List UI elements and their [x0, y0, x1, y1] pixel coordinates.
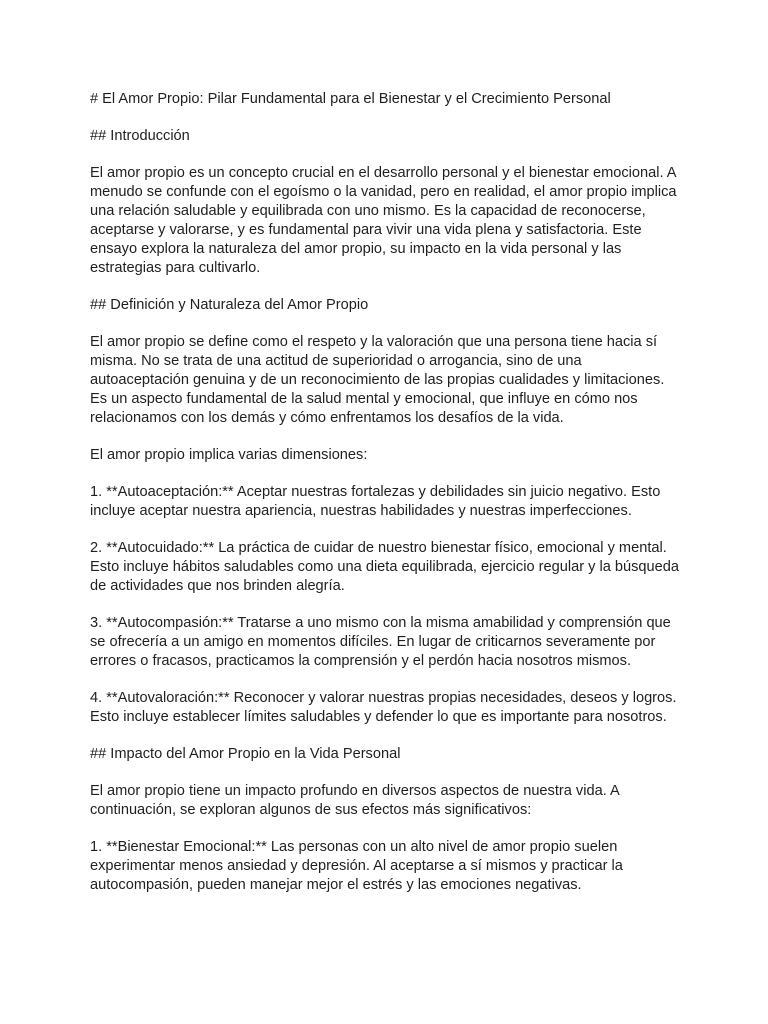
- definition-paragraph: El amor propio se define como el respeto y la valoración que una persona tiene hacia sí misma. No se trata de una actitud de superioridad o arrogancia, sino de una autoaceptación genuina y de un reconocimiento de las propias cualidades y limitaciones. Es un aspecto fundamental de la salud mental y emocional, que influye en cómo nos relacionamos con los demás y cómo enfrentamos los desafíos de la vida.: [90, 334, 665, 426]
- section-heading-definicion: ## Definición y Naturaleza del Amor Propio: [90, 297, 369, 313]
- intro-paragraph: El amor propio es un concepto crucial en el desarrollo personal y el bienestar emocional. A menudo se confunde con el egoísmo o la vanidad, pero en realidad, el amor propio implica una relación saludable y equilibrada con uno mismo. Es la capacidad de reconocerse, aceptarse y valorarse, y es fundamental para vivir una vida plena y satisfactoria. Este ensayo explora la naturaleza del amor propio, su impacto en la vida personal y las estrategias para cultivarlo.: [90, 165, 677, 276]
- document-page: [90, 90, 682, 913]
- section-heading-impacto: ## Impacto del Amor Propio en la Vida Personal: [90, 746, 401, 762]
- list-item-autocuidado: 2. **Autocuidado:** La práctica de cuidar de nuestro bienestar físico, emocional y mental. Esto incluye hábitos saludables como una dieta equilibrada, ejercicio regular y la búsqueda de actividades que nos brinden alegría.: [90, 540, 679, 594]
- document-title: # El Amor Propio: Pilar Fundamental para el Bienestar y el Crecimiento Personal: [90, 91, 611, 107]
- section-heading-introduccion: ## Introducción: [90, 128, 190, 144]
- dimensions-intro: El amor propio implica varias dimensiones:: [90, 447, 368, 463]
- list-item-bienestar-emocional: 1. **Bienestar Emocional:** Las personas con un alto nivel de amor propio suelen experimentar menos ansiedad y depresión. Al aceptarse a sí mismos y practicar la autocompasión, pueden manejar mejor el estrés y las emociones negativas.: [90, 839, 623, 893]
- list-item-autovaloracion: 4. **Autovaloración:** Reconocer y valorar nuestras propias necesidades, deseos y logros. Esto incluye establecer límites saludables y defender lo que es importante para nosotros.: [90, 690, 677, 725]
- list-item-autocompasion: 3. **Autocompasión:** Tratarse a uno mismo con la misma amabilidad y comprensión que se ofrecería a un amigo en momentos difíciles. En lugar de criticarnos severamente por errores o fracasos, practicamos la comprensión y el perdón hacia nosotros mismos.: [90, 615, 671, 669]
- impact-paragraph: El amor propio tiene un impacto profundo en diversos aspectos de nuestra vida. A continuación, se exploran algunos de sus efectos más significativos:: [90, 783, 619, 818]
- list-item-autoaceptacion: 1. **Autoaceptación:** Aceptar nuestras fortalezas y debilidades sin juicio negativo. Esto incluye aceptar nuestra apariencia, nuestras habilidades y nuestras imperfecciones.: [90, 484, 661, 519]
